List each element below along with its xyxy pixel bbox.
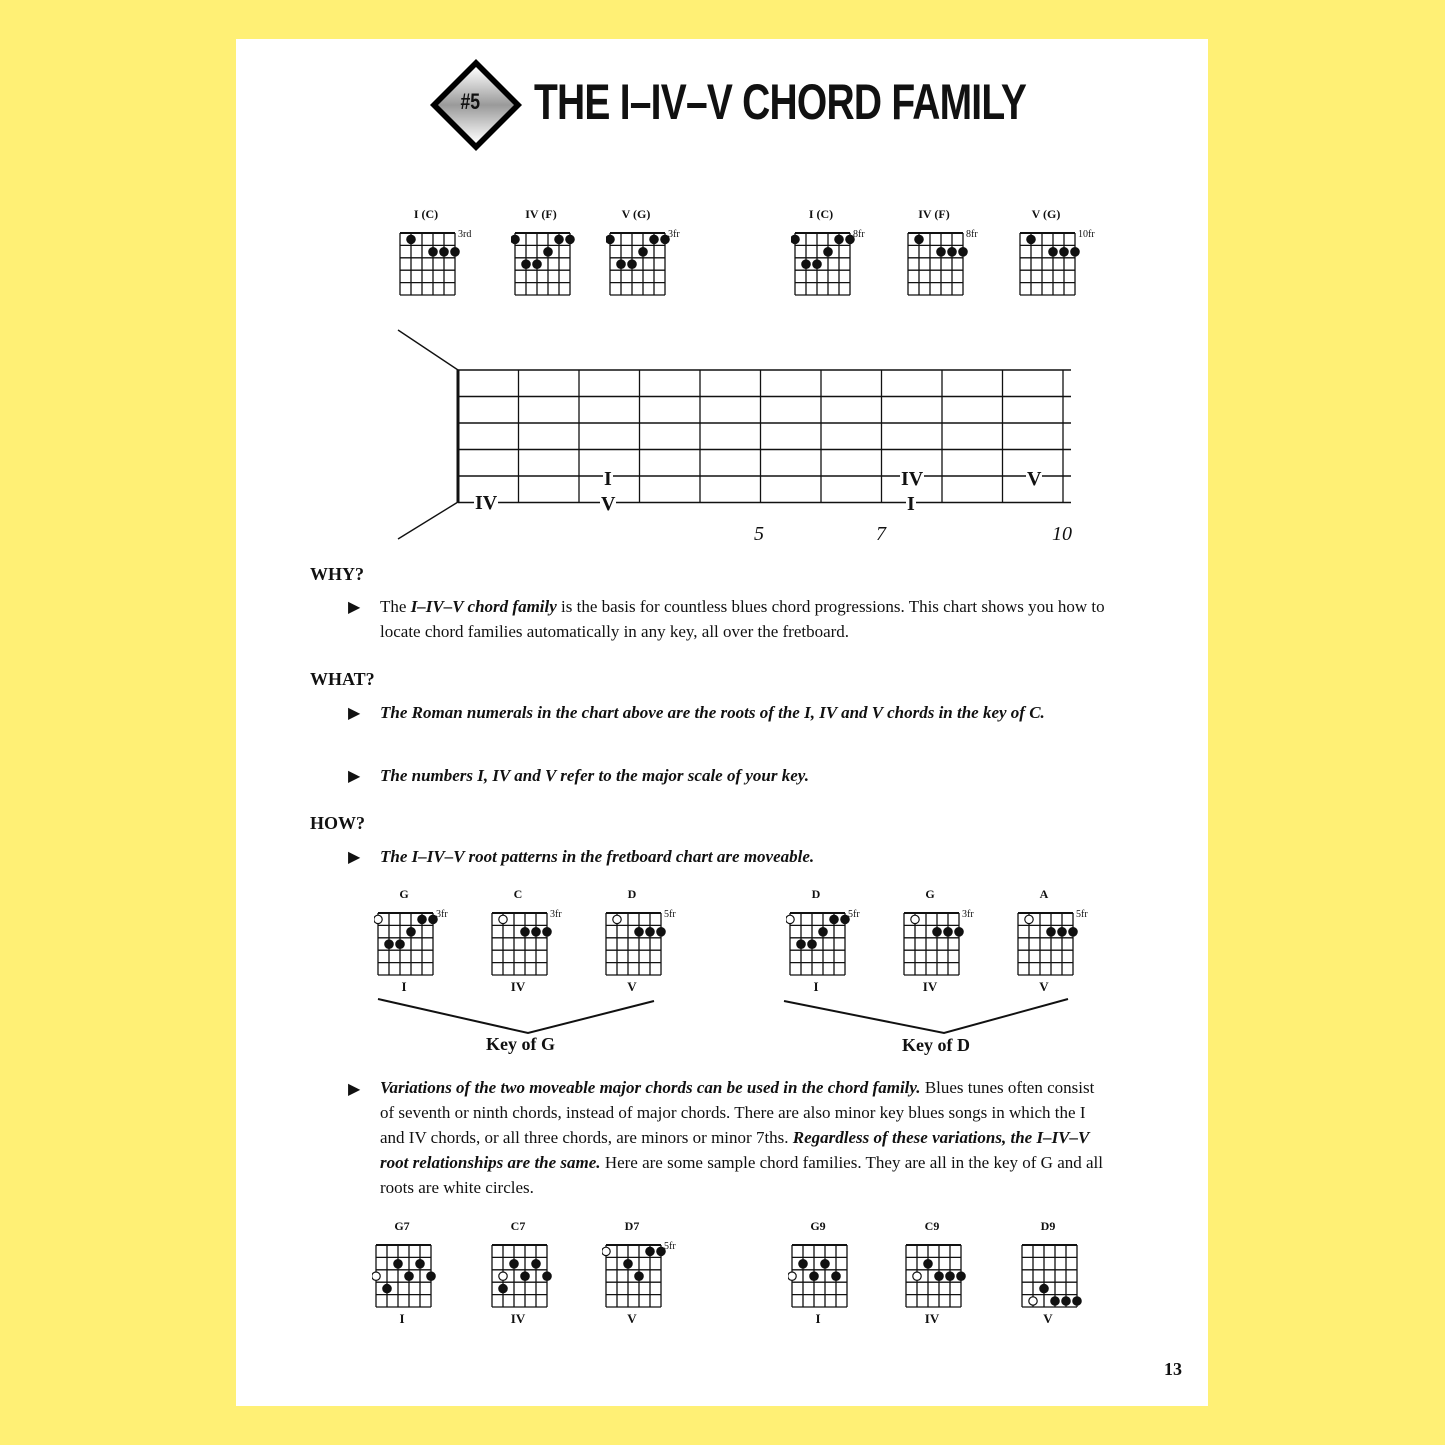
root-dot — [786, 915, 794, 923]
bullet-arrow-icon: ▶ — [348, 768, 361, 785]
chord-fret-position: 3fr — [962, 909, 974, 920]
finger-dot — [544, 248, 552, 256]
finger-dot — [617, 260, 625, 268]
chord-diagram — [488, 1239, 556, 1315]
finger-dot — [543, 1272, 551, 1280]
finger-dot — [639, 248, 647, 256]
key-of-g-label: Key of G — [486, 1034, 555, 1054]
chord-fret-position: 3rd — [458, 229, 472, 240]
finger-dot — [429, 248, 437, 256]
finger-dot — [821, 1260, 829, 1268]
root-dot — [602, 1247, 610, 1255]
finger-dot — [813, 260, 821, 268]
chord-name: G — [399, 887, 409, 901]
why-paragraph: The I–IV–V chord family is the basis for countless blues chord progressions. This chart shows you how to locate chord families automatically in any key, all over the fretboard. — [380, 597, 1105, 641]
chord-name: C7 — [510, 1219, 526, 1233]
chord-diagram — [511, 227, 579, 303]
finger-dot — [1058, 928, 1066, 936]
bullet-arrow-icon: ▶ — [348, 849, 361, 866]
chord-diagram — [374, 907, 442, 983]
chord-name: C9 — [924, 1219, 940, 1233]
chord-name: C — [513, 887, 523, 901]
finger-dot — [799, 1260, 807, 1268]
chord-fret-position: 8fr — [966, 229, 978, 240]
chord-fret-position: 3fr — [668, 229, 680, 240]
key-of-d-label: Key of D — [902, 1035, 970, 1055]
bullet-arrow-icon: ▶ — [348, 705, 361, 722]
chord-diagram — [791, 227, 859, 303]
root-marker-i: I — [604, 468, 612, 490]
chord-degree-label: V — [1043, 1311, 1053, 1326]
finger-dot — [635, 1272, 643, 1280]
finger-dot — [385, 940, 393, 948]
headstock-line — [398, 502, 458, 539]
section-number: #5 — [460, 89, 481, 114]
chord-name: G7 — [394, 1219, 410, 1233]
finger-dot — [1040, 1284, 1048, 1292]
finger-dot — [522, 260, 530, 268]
chord-name: G — [925, 887, 935, 901]
root-dot — [1029, 1297, 1037, 1305]
bullet-arrow-icon: ▶ — [348, 599, 361, 616]
page-number: 13 — [1164, 1359, 1182, 1379]
chord-name: D — [811, 887, 821, 901]
finger-dot — [405, 1272, 413, 1280]
root-marker-iv: IV — [475, 492, 498, 514]
root-dot — [374, 915, 382, 923]
finger-dot — [937, 248, 945, 256]
chord-degree-label: V — [627, 979, 637, 994]
finger-dot — [797, 940, 805, 948]
finger-dot — [924, 1260, 932, 1268]
root-marker-v: V — [601, 493, 616, 515]
chord-name: I (C) — [413, 207, 439, 221]
chord-degree-label: I — [401, 979, 407, 994]
root-dot — [613, 915, 621, 923]
finger-dot — [791, 235, 799, 243]
finger-dot — [830, 915, 838, 923]
root-dot — [499, 915, 507, 923]
root-dot — [911, 915, 919, 923]
finger-dot — [646, 1247, 654, 1255]
finger-dot — [650, 235, 658, 243]
bullet-arrow-icon: ▶ — [348, 1081, 361, 1098]
chord-degree-label: IV — [510, 1311, 526, 1326]
finger-dot — [532, 1260, 540, 1268]
finger-dot — [407, 928, 415, 936]
headstock-line — [398, 330, 458, 370]
chord-diagram — [396, 227, 464, 303]
chord-degree-label: IV — [924, 1311, 940, 1326]
finger-dot — [628, 260, 636, 268]
finger-dot — [440, 248, 448, 256]
finger-dot — [606, 235, 614, 243]
finger-dot — [451, 248, 459, 256]
root-dot — [372, 1272, 380, 1280]
finger-dot — [416, 1260, 424, 1268]
chord-fret-position: 5fr — [664, 1241, 676, 1252]
chord-diagram — [602, 1239, 670, 1315]
finger-dot — [510, 1260, 518, 1268]
chord-name: D7 — [624, 1219, 640, 1233]
chord-degree-label: V — [1039, 979, 1049, 994]
finger-dot — [418, 915, 426, 923]
fret-number-7: 7 — [876, 523, 886, 545]
chord-degree-label: V — [627, 1311, 637, 1326]
fret-number-10: 10 — [1052, 523, 1072, 545]
root-dot — [788, 1272, 796, 1280]
chord-degree-label: IV — [922, 979, 938, 994]
chord-name: D — [627, 887, 637, 901]
finger-dot — [819, 928, 827, 936]
chord-fret-position: 5fr — [848, 909, 860, 920]
finger-dot — [646, 928, 654, 936]
finger-dot — [624, 1260, 632, 1268]
chord-name: G9 — [810, 1219, 826, 1233]
finger-dot — [808, 940, 816, 948]
finger-dot — [944, 928, 952, 936]
chord-diagram — [902, 1239, 970, 1315]
chord-diagram — [900, 907, 968, 983]
finger-dot — [948, 248, 956, 256]
finger-dot — [407, 235, 415, 243]
finger-dot — [955, 928, 963, 936]
finger-dot — [499, 1284, 507, 1292]
finger-dot — [427, 1272, 435, 1280]
key-brackets — [236, 989, 1208, 1039]
finger-dot — [832, 1272, 840, 1280]
chord-name: D9 — [1040, 1219, 1056, 1233]
chord-name: V (G) — [1031, 207, 1061, 221]
chord-degree-label: I — [815, 1311, 821, 1326]
chord-diagram — [602, 907, 670, 983]
finger-dot — [635, 928, 643, 936]
root-marker-i: I — [907, 493, 915, 515]
chord-diagram — [1018, 1239, 1086, 1315]
chord-diagram — [1014, 907, 1082, 983]
finger-dot — [1027, 235, 1035, 243]
chord-fret-position: 3fr — [550, 909, 562, 920]
finger-dot — [543, 928, 551, 936]
finger-dot — [935, 1272, 943, 1280]
chord-diagram — [1016, 227, 1084, 303]
chord-diagram — [372, 1239, 440, 1315]
chord-diagram — [606, 227, 674, 303]
chord-fret-position: 3fr — [436, 909, 448, 920]
finger-dot — [1049, 248, 1057, 256]
chord-name: I (C) — [808, 207, 834, 221]
root-dot — [1025, 915, 1033, 923]
chord-fret-position: 10fr — [1078, 229, 1095, 240]
finger-dot — [810, 1272, 818, 1280]
chord-name: A — [1039, 887, 1049, 901]
finger-dot — [394, 1260, 402, 1268]
finger-dot — [657, 928, 665, 936]
root-marker-v: V — [1027, 468, 1042, 490]
what-bullet-1: The Roman numerals in the chart above are the roots of the I, IV and V chords in the key of C. — [380, 703, 1045, 722]
finger-dot — [521, 1272, 529, 1280]
finger-dot — [555, 235, 563, 243]
fretboard-chart — [386, 324, 1086, 594]
finger-dot — [915, 235, 923, 243]
finger-dot — [1047, 928, 1055, 936]
finger-dot — [835, 235, 843, 243]
finger-dot — [1069, 928, 1077, 936]
chord-degree-label: IV — [510, 979, 526, 994]
finger-dot — [946, 1272, 954, 1280]
chord-name: IV (F) — [918, 207, 950, 221]
root-marker-iv: IV — [901, 468, 924, 490]
chord-fret-position: 8fr — [853, 229, 865, 240]
finger-dot — [566, 235, 574, 243]
chord-diagram — [904, 227, 972, 303]
finger-dot — [1062, 1297, 1070, 1305]
chord-diagram — [488, 907, 556, 983]
finger-dot — [383, 1284, 391, 1292]
chord-degree-label: I — [813, 979, 819, 994]
finger-dot — [533, 260, 541, 268]
finger-dot — [802, 260, 810, 268]
finger-dot — [1051, 1297, 1059, 1305]
chord-fret-position: 5fr — [1076, 909, 1088, 920]
section-badge — [428, 57, 524, 153]
finger-dot — [1060, 248, 1068, 256]
chord-diagram — [786, 907, 854, 983]
what-heading: WHAT? — [310, 669, 375, 689]
root-dot — [913, 1272, 921, 1280]
finger-dot — [933, 928, 941, 936]
book-page — [236, 39, 1208, 1406]
chord-diagram — [788, 1239, 856, 1315]
finger-dot — [532, 928, 540, 936]
chord-name: V (G) — [621, 207, 651, 221]
finger-dot — [521, 928, 529, 936]
finger-dot — [396, 940, 404, 948]
fret-number-5: 5 — [754, 523, 764, 545]
finger-dot — [957, 1272, 965, 1280]
root-dot — [499, 1272, 507, 1280]
what-bullet-2: The numbers I, IV and V refer to the major scale of your key. — [380, 766, 809, 785]
chord-fret-position: 5fr — [664, 909, 676, 920]
why-heading: WHY? — [310, 564, 364, 584]
finger-dot — [959, 248, 967, 256]
finger-dot — [824, 248, 832, 256]
how-bullet-2: Variations of the two moveable major chords can be used in the chord family. Blues tunes often consist of seventh or ninth chords, instead of major chords. There are also minor key blues songs in which the I and IV chords, or all three chords, are minors or minor 7ths. Regardless of these variations, the I–IV–V root relationships are the same. Here are some sample chord families. They are all in the key of G and all roots are white circles. — [380, 1078, 1103, 1197]
finger-dot — [1073, 1297, 1081, 1305]
chord-name: IV (F) — [525, 207, 557, 221]
page-title: THE I–IV–V CHORD FAMILY — [534, 74, 1027, 130]
chord-degree-label: I — [399, 1311, 405, 1326]
finger-dot — [1071, 248, 1079, 256]
how-bullet-1: The I–IV–V root patterns in the fretboard chart are moveable. — [380, 847, 815, 866]
finger-dot — [511, 235, 519, 243]
how-heading: HOW? — [310, 813, 366, 833]
